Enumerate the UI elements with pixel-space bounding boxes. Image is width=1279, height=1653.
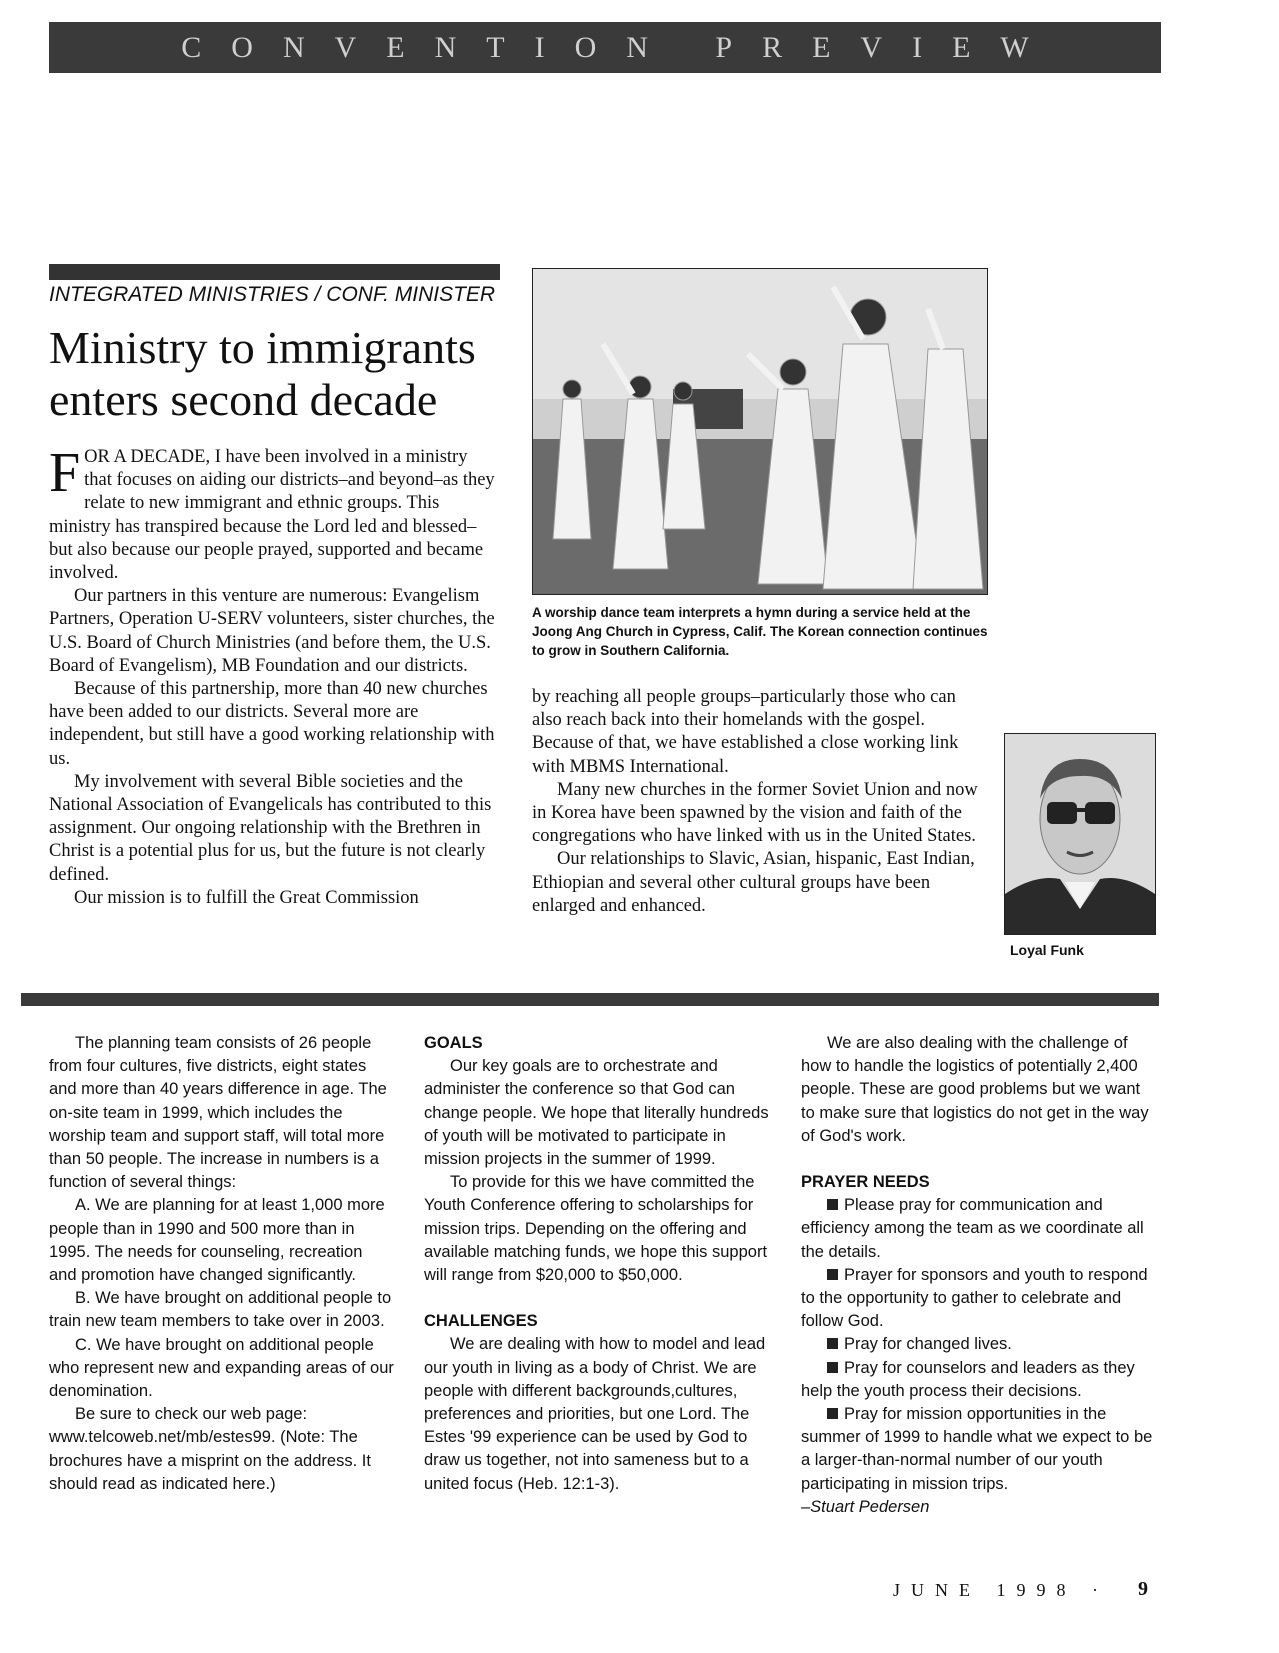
byline: –Stuart Pedersen [801,1497,930,1516]
paragraph: Our relationships to Slavic, Asian, hispanic, East Indian, Ethiopian and several other cultural groups have been enlarged and enhanced. [532,849,975,916]
bullet-item: Pray for counselors and leaders as they help the youth process their decisions. [801,1358,1135,1400]
column-3 [801,1032,1153,1519]
paragraph: by reaching all people groups–particularly those who can also reach back into their homelands with the gospel. Because of that, we have established a close working link with MBMS International. [532,687,959,777]
paragraph: Our partners in this venture are numerous: Evangelism Partners, Operation U-SERV volunteers, sister churches, the U.S. Board of Church Ministries (and before them, the U.S. Board of Evangelism), MB Foundation and our districts. [49,586,495,676]
square-bullet-icon [827,1362,838,1373]
square-bullet-icon [827,1269,838,1280]
paragraph: FOR A DECADE, I have been involved in a ministry that focuses on aiding our districts–and beyond–as they relate to new immigrant and ethnic groups. This ministry has transpired because the Lord led and blessed–but also because our people prayed, supported and became involved. [49,442,495,584]
bullet-item: Prayer for sponsors and youth to respond to the opportunity to gather to celebrate and follow God. [801,1265,1148,1331]
section-rule [49,264,500,280]
square-bullet-icon [827,1408,838,1419]
square-bullet-icon [827,1338,838,1349]
article-column-left [49,442,499,910]
portrait-caption: Loyal Funk [1010,942,1084,958]
paragraph: C. We have brought on additional people who represent new and expanding areas of our denomination. [49,1335,394,1401]
article-column-right [532,686,984,918]
paragraph: The planning team consists of 26 people from four cultures, five districts, eight states and more than 40 years difference in age. The on-site team in 1999, which includes the worship team and support staff, will total more than 50 people. The increase in numbers is a function of several things: [49,1034,387,1192]
paragraph: Be sure to check our web page: www.telcoweb.net/mb/estes99. (Note: The brochures have a misprint on the address. It should read as indicated here.) [49,1405,371,1493]
subheading-prayer-needs: PRAYER NEEDS [801,1173,930,1192]
column-2 [424,1032,772,1496]
paragraph: Our key goals are to orchestrate and administer the conference so that God can change people. We hope that literally hundreds of youth will be motivated to participate in mission projects in the summer of 1999. [424,1057,769,1169]
paragraph: A. We are planning for at least 1,000 more people than in 1990 and 500 more than in 1995. The needs for counseling, recreation and promotion have changed significantly. [49,1196,385,1285]
headline: Ministry to immigrants enters second decade [49,322,476,425]
paragraph: To provide for this we have committed the Youth Conference offering to scholarships for mission trips. Depending on the offering and available matching funds, we hope this support will range from $20,000 to $50,000. [424,1173,768,1285]
square-bullet-icon [827,1199,838,1210]
paragraph: Because of this partnership, more than 40 new churches have been added to our districts. Several more are independent, but still have a good working relationship with us. [49,679,495,769]
subheading-goals: GOALS [424,1034,483,1052]
section-divider [21,993,1159,1006]
bullet-item: Pray for changed lives. [801,1333,1153,1356]
column-1 [49,1032,394,1496]
page-number: 9 [1138,1578,1148,1600]
subheading-challenges: CHALLENGES [424,1312,538,1331]
paragraph: Many new churches in the former Soviet Union and now in Korea have been spawned by the vision and faith of the congregations who have linked with us in the United States. [532,779,978,847]
paragraph: We are dealing with how to model and lead our youth in living as a body of Christ. We are people with different backgrounds,cultures, preferences and priorities, but one Lord. The Estes '99 experience can be used by God to draw us together, not into sameness but to a united focus (Heb. 12:1-3). [424,1335,766,1493]
section-label: INTEGRATED MINISTRIES / CONF. MINISTER [49,283,496,306]
portrait-photo [1004,733,1156,935]
bullet-item: Pray for mission opportunities in the summer of 1999 to handle what we expect to be a larger-than-normal number of our youth participating in mission trips. [801,1405,1153,1493]
photo-caption: A worship dance team interprets a hymn during a service held at the Joong Ang Church in Cypress, Calif. The Korean connection continues to grow in Southern California. [532,605,988,658]
issue-date: JUNE 1998 · [893,1580,1109,1600]
paragraph: B. We have brought on additional people to train new team members to take over in 2003. [49,1289,392,1331]
paragraph: Our mission is to fulfill the Great Commission [74,887,419,908]
paragraph: My involvement with several Bible societies and the National Association of Evangelicals has contributed to this assignment. Our ongoing relationship with the Brethren in Christ is a potential plus for us, but the future is not clearly defined. [49,771,492,885]
section-banner [49,22,1161,73]
bullet-item: Please pray for communication and efficiency among the team as we coordinate all the details. [801,1196,1144,1261]
dance-team-photo [532,268,988,595]
paragraph: We are also dealing with the challenge of how to handle the logistics of potentially 2,400 people. These are good problems but we want to make sure that logistics do not get in the way of God's work. [801,1034,1149,1145]
drop-cap: F [49,442,81,504]
banner-text: CONVENTION PREVIEW [181,31,1059,64]
